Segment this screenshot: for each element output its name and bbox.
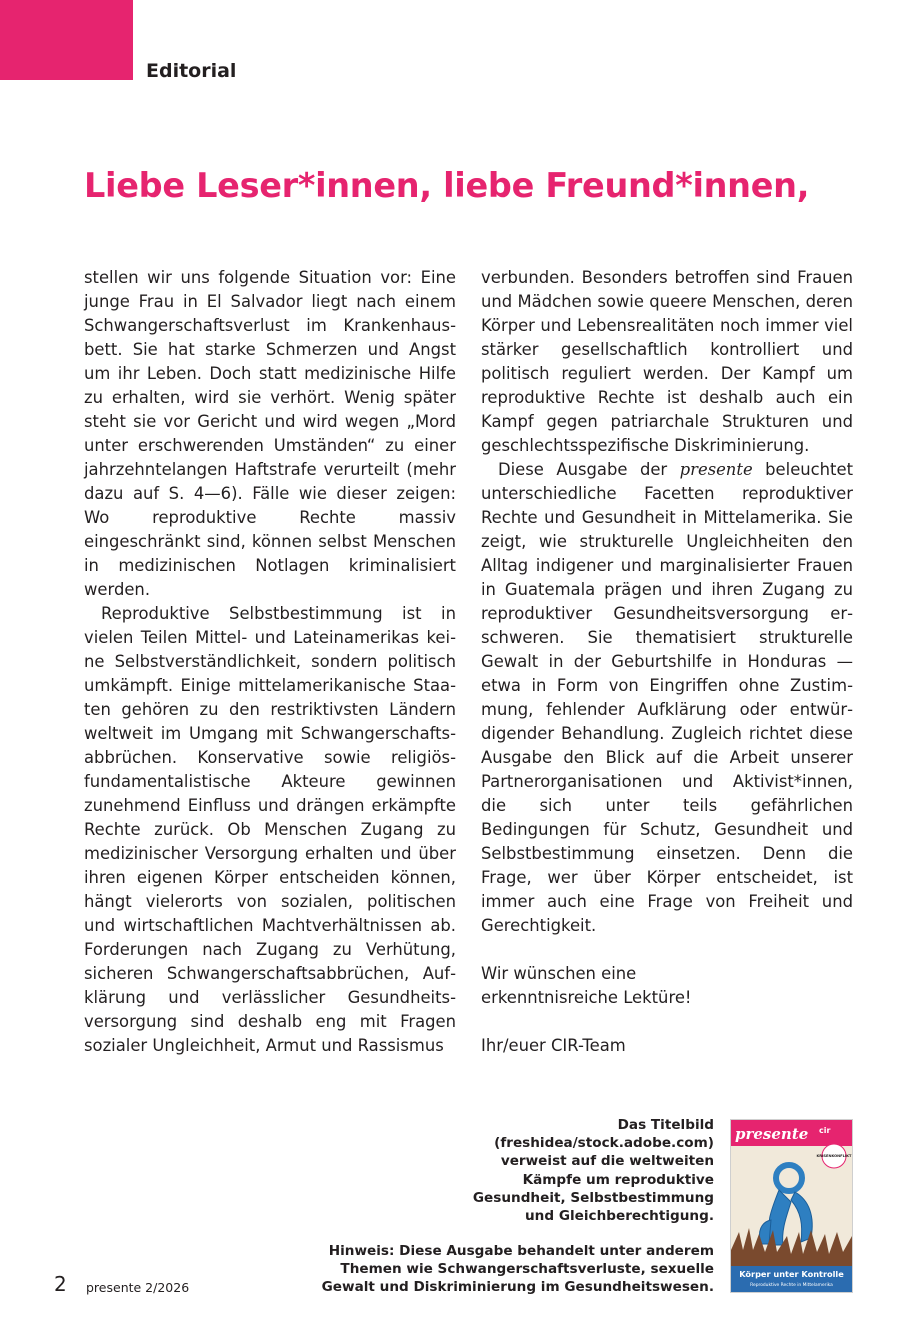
notice-line: Gewalt und Diskriminierung im Gesundheitswesen. xyxy=(321,1279,714,1296)
body-paragraph xyxy=(481,458,853,938)
magazine-name: presente xyxy=(679,460,753,479)
body-column-right xyxy=(481,266,853,1058)
caption-line: Kämpfe um reproduktive xyxy=(522,1171,714,1188)
cover-subtitle: Reproduktive Rechte in Mittelamerika xyxy=(750,1283,833,1288)
notice-line: Themen wie Schwangerschaftsverluste, sexuelle xyxy=(340,1261,714,1278)
issue-label: presente 2/2026 xyxy=(86,1280,190,1295)
closing-greeting xyxy=(481,962,853,1010)
caption-line: verweist auf die weltweiten xyxy=(500,1153,714,1170)
closing-line: erkenntnisreiche Lektüre! xyxy=(481,988,692,1007)
caption-line: Gesundheit, Selbstbestimmung xyxy=(472,1189,714,1206)
body-paragraph: Reproduktive Selbstbestimmung ist in vielen Teilen Mittel- und Lateinamerikas keine Selbstverständlichkeit, sondern politisch umkämpft. Einige mittelamerikanische Staaten gehören zu den restriktivsten Ländern weltweit im Umgang mit Schwangerschaftsabbrüchen. Konservative sowie religiös-fundamentalistische Akteure gewinnen zunehmend Einfluss und drängen erkämpfte Rechte zurück. Ob Menschen Zugang zu medizinischer Versorgung erhalten und über ihren eigenen Körper entscheiden können, hängt vielerorts von sozialen, politischen und wirtschaftlichen Machtverhältnissen ab. Forderungen nach Zugang zu Verhütung, sicheren Schwangerschaftsabbrüchen, Aufklärung und verlässlicher Gesundheitsversorgung sind deshalb eng mit Fragen sozialer Ungleichheit, Armut und Rassismus xyxy=(84,604,456,1055)
caption-line: und Gleichberechtigung. xyxy=(525,1208,714,1225)
page-number: 2 xyxy=(54,1272,67,1296)
header-color-block xyxy=(0,0,133,80)
signature: Ihr/euer CIR-Team xyxy=(481,1036,626,1055)
body-text: beleuchtet unterschiedliche Facetten reproduktiver Rechte und Gesundheit in Mittelamerika. Sie zeigt, wie strukturelle Ungleichheiten den Alltag indigener und marginalisierter Frauen in Guatemala prägen und ihren Zugang zu reproduktiver Gesundheitsversorgung erschweren. Sie thematisiert strukturelle Gewalt in der Geburtshilfe in Honduras — etwa in Form von Eingriffen ohne Zustimmung, fehlender Aufklärung oder entwürdigender Behandlung. Zugleich richtet diese Ausgabe den Blick auf die Arbeit unserer Partnerorganisationen und Aktivist*innen, die sich unter teils gefährlichen Bedingungen für Schutz, Gesundheit und Selbstbestimmung einsetzen. Denn die Frage, wer über Körper entscheidet, ist immer auch eine Frage von Freiheit und Gerechtigkeit. xyxy=(481,460,853,935)
section-label: Editorial xyxy=(146,60,237,82)
page-title: Liebe Leser*innen, liebe Freund*innen, xyxy=(84,166,810,205)
cover-caption xyxy=(384,1116,714,1225)
cover-thumbnail xyxy=(730,1119,853,1293)
caption-line: Das Titelbild xyxy=(617,1117,714,1133)
cover-badge: KRISENKONFLIKT xyxy=(816,1154,852,1158)
cover-image xyxy=(731,1120,852,1292)
caption-line: (freshidea/stock.adobe.com) xyxy=(494,1135,714,1152)
content-warning xyxy=(294,1242,714,1297)
notice-line: Diese Ausgabe behandelt unter anderem xyxy=(394,1243,714,1259)
notice-label: Hinweis: xyxy=(328,1243,395,1259)
body-paragraph: stellen wir uns folgende Situation vor: Eine junge Frau in El Salvador liegt nach einem Schwangerschaftsverlust im Krankenhausbett. Sie hat starke Schmerzen und Angst um ihr Leben. Doch statt medizinische Hilfe zu erhalten, wird sie verhört. Wenig später steht sie vor Gericht und wird wegen „Mord unter erschwerenden Umständen“ zu einer jahrzehntelangen Haftstrafe verurteilt (mehr dazu auf S. 4—6). Fälle wie dieser zeigen: Wo reproduktive Rechte massiv eingeschränkt sind, können selbst Menschen in medizinischen Notlagen kriminalisiert werden. xyxy=(84,268,456,599)
body-text: Diese Ausgabe der xyxy=(498,460,680,479)
body-paragraph: verbunden. Besonders betroffen sind Frauen und Mädchen sowie queere Menschen, deren Körper und Lebensrealitäten noch immer viel stärker gesellschaftlich kontrolliert und politisch reguliert werden. Der Kampf um reproduktive Rechte ist deshalb auch ein Kampf gegen patriarchale Strukturen und geschlechtsspezifische Diskriminierung. xyxy=(481,268,853,455)
body-column-left xyxy=(84,266,456,1058)
cover-title: Körper unter Kontrolle xyxy=(739,1269,844,1279)
closing-line: Wir wünschen eine xyxy=(481,964,637,983)
cover-publisher: cir xyxy=(819,1126,831,1135)
cover-masthead: presente xyxy=(735,1125,809,1143)
